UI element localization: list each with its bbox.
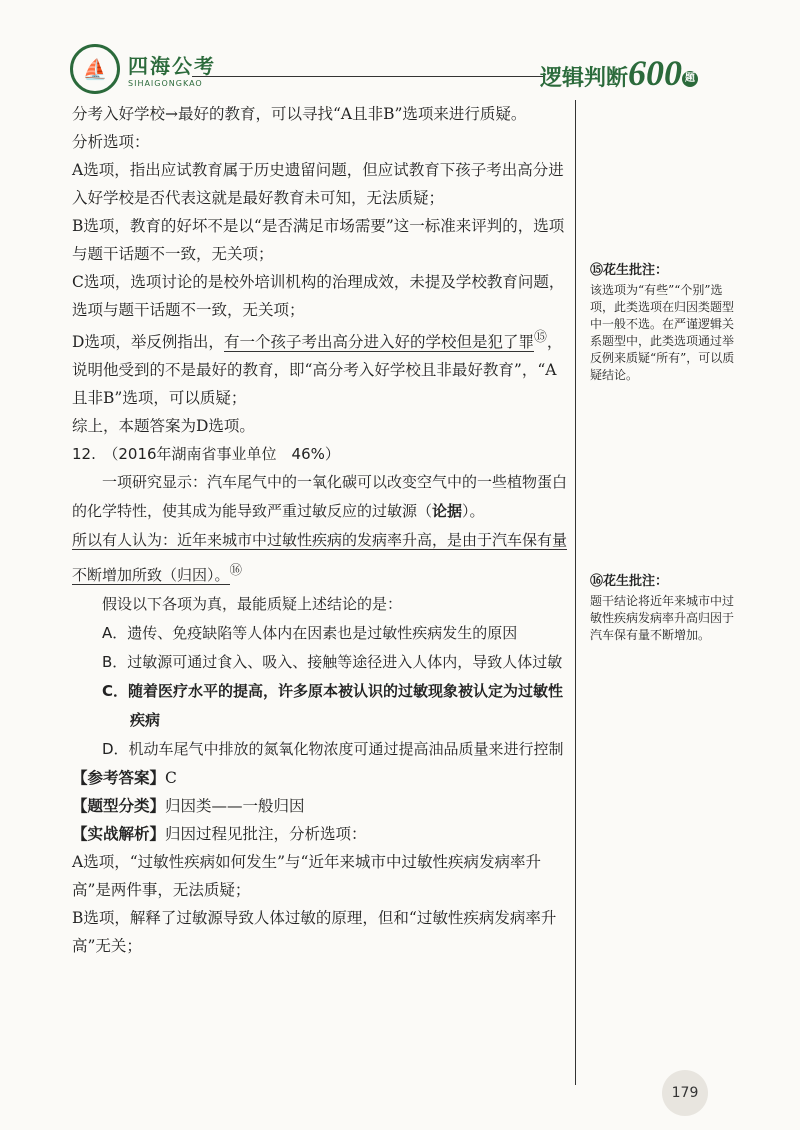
text-line: A选项，指出应试教育属于历史遗留问题，但应试教育下孩子考出高分进入好学校是否代表这就是最好教育未可知，无法质疑；	[72, 161, 564, 207]
option-list	[72, 619, 570, 764]
sidenote-text: 该选项为“有些”“个别”选项，此类选项在归因类题型中一般不选。在严谨逻辑关系题型中，此类选项通过举反例来质疑“所有”，可以质疑结论。	[590, 283, 735, 382]
option-b: B．过敏源可通过食入、吸入、接触等途径进入人体内，导致人体过敏	[102, 653, 563, 672]
publisher-logo	[70, 44, 216, 94]
question-title: 12. （2016年湖南省事业单位 46%）	[72, 445, 340, 464]
book-title-number: 600	[628, 53, 683, 93]
main-content	[72, 100, 570, 960]
conclusion-underlined: 所以有人认为：近年来城市中过敏性疾病的发病率升高，是由于汽车保有量不断增加所致（归因）。	[72, 531, 568, 585]
book-title-badge: 题	[682, 71, 698, 87]
margin-divider	[575, 100, 576, 1085]
sidenote-text: 题干结论将近年来城市中过敏性疾病发病率升高归因于汽车保有量不断增加。	[590, 594, 735, 642]
text-line: 分析选项：	[72, 133, 150, 151]
sidenote-16	[590, 573, 740, 644]
conclusion: 综上，本题答案为D选项。	[72, 417, 255, 436]
option-d-analysis	[72, 324, 570, 412]
logo-name: 四海公考	[128, 54, 216, 78]
text-line: B选项，教育的好坏不是以“是否满足市场需要”这一标准来评判的，选项与题干话题不一致，无关项；	[72, 217, 565, 263]
page-number: 179	[662, 1070, 708, 1116]
analysis-line: 【实战解析】归因过程见批注，分析选项：	[72, 824, 367, 844]
d-rest: ，说明他受到的不是最好的教育，即“高分考入好学校且非最好教育”，“A且非B”选项，可以质疑；	[72, 333, 563, 408]
sidenote-title: ⑮花生批注：	[590, 263, 669, 278]
type-line: 【题型分类】归因类——一般归因	[72, 796, 305, 816]
answer-value: C	[165, 769, 177, 788]
d-underlined: 有一个孩子考出高分进入好的学校但是犯了罪	[223, 333, 534, 352]
note-ref-16: ⑯	[229, 562, 243, 578]
question-body	[72, 468, 570, 764]
answer-line: 【参考答案】C	[72, 768, 177, 788]
page-header	[0, 0, 800, 100]
text-line: 分考入好学校→最好的教育，可以寻找“A且非B”选项来进行质疑。	[72, 105, 527, 123]
d-prefix: D选项，举反例指出，	[72, 333, 224, 352]
sidenote-15	[590, 262, 740, 384]
option-a: A．遗传、免疫缺陷等人体内在因素也是过敏性疾病发生的原因	[102, 624, 518, 643]
sidenote-title: ⑯花生批注：	[590, 574, 669, 589]
question-stem-1: 一项研究显示：汽车尾气中的一氧化碳可以改变空气中的一些植物蛋白的化学特性，使其成为能导致严重过敏反应的过敏源（论据）。	[72, 473, 568, 521]
question-stem-2	[72, 526, 570, 590]
book-title	[540, 52, 698, 94]
evidence-tag: 论据	[432, 502, 463, 521]
sail-logo-icon: ⛵	[70, 44, 120, 94]
logo-subtitle: SIHAIGONGKAO	[128, 79, 203, 88]
option-c: C．随着医疗水平的提高，许多原本被认识的过敏现象被认定为过敏性疾病	[102, 682, 564, 730]
note-ref-15: ⑮	[533, 330, 547, 345]
analysis-option-a: A选项，“过敏性疾病如何发生”与“近年来城市中过敏性疾病发病率升高”是两件事，无法质疑；	[72, 853, 541, 900]
text-line: C选项，选项讨论的是校外培训机构的治理成效，未提及学校教育问题，选项与题干话题不一致，无关项；	[72, 273, 565, 319]
book-title-text: 逻辑判断	[540, 65, 629, 91]
type-value: 归因类——一般归因	[165, 797, 305, 816]
option-d: D．机动车尾气中排放的氮氧化物浓度可通过提高油品质量来进行控制	[102, 740, 564, 759]
header-rule	[192, 76, 544, 77]
analysis-option-b: B选项，解释了过敏源导致人体过敏的原理，但和“过敏性疾病发病率升高”无关；	[72, 909, 557, 956]
question-prompt: 假设以下各项为真，最能质疑上述结论的是：	[102, 595, 403, 614]
